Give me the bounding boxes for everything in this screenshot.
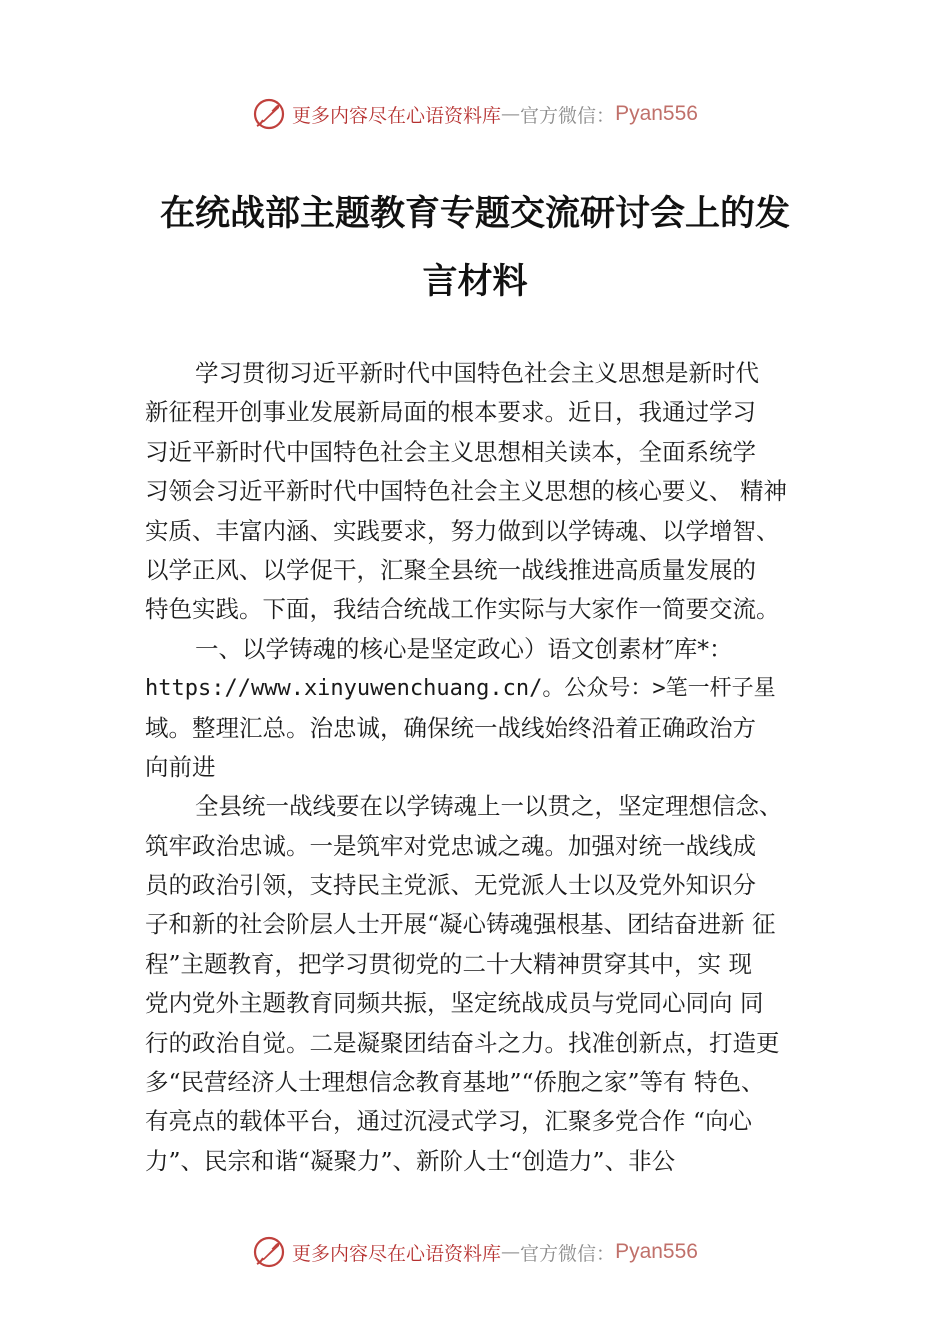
header-banner — [0, 94, 950, 134]
title-line-1: 在统战部主题教育专题交流研讨会上的发 — [159, 193, 790, 234]
body-line: 有亮点的载体平台，通过沉浸式学习，汇聚多党合作 “向心 — [145, 1107, 752, 1136]
banner-wechat-label: 官方微信： — [520, 104, 616, 127]
footer-banner-text: 更多内容尽在心语资料库 — [292, 1242, 502, 1265]
footer-banner-wechat-id: Pyan556 — [615, 1240, 698, 1263]
banner-text: 更多内容尽在心语资料库 — [292, 104, 502, 127]
footer-banner-wechat-label: 官方微信： — [520, 1242, 616, 1265]
body-line: 员的政治引领，支持民主党派、无党派人士以及党外知识分 — [145, 871, 756, 900]
body-line-url: https://www.xinyuwenchuang.cn/。公众号：>笔一杆子星 — [145, 676, 776, 702]
section-heading-1: 一、以学铸魂的核心是坚定政心）语文创素材″库*： — [195, 634, 733, 663]
body-line: 习近平新时代中国特色社会主义思想相关读本，全面系统学 — [145, 437, 756, 466]
banner-wechat-id: Pyan556 — [615, 102, 698, 125]
feather-pen-icon — [252, 97, 286, 131]
body-line: 力”、民宗和谐“凝聚力”、新阶人士“创造力”、非公 — [145, 1146, 676, 1175]
title-line-2: 言材料 — [422, 261, 528, 302]
footer-banner-separator: — — [501, 1241, 521, 1263]
body-line: 子和新的社会阶层人士开展“凝心铸魂强根基、团结奋进新 征 — [145, 910, 776, 939]
body-line: 向前进 — [145, 752, 216, 781]
body-line: 筑牢政治忠诚。一是筑牢对党忠诚之魂。加强对统一战线成 — [145, 831, 756, 860]
feather-pen-icon — [252, 1235, 286, 1269]
banner-separator: — — [501, 103, 521, 125]
body-line: 实质、丰富内涵、实践要求，努力做到以学铸魂、以学增智、 — [145, 516, 780, 545]
body-line: 全县统一战线要在以学铸魂上一以贯之，坚定理想信念、 — [195, 792, 783, 821]
document-title — [120, 180, 830, 316]
body-line: 程”主题教育，把学习贯彻党的二十大精神贯穿其中，实 现 — [145, 949, 752, 978]
body-line: 学习贯彻习近平新时代中国特色社会主义思想是新时代 — [195, 359, 759, 387]
body-line: 域。整理汇总。治忠诚，确保统一战线始终沿着正确政治方 — [145, 713, 756, 742]
body-line: 行的政治自觉。二是凝聚团结奋斗之力。找准创新点，打造更 — [145, 1028, 780, 1057]
body-line: 以学正风、以学促干，汇聚全县统一战线推进高质量发展的 — [145, 555, 756, 584]
document-body — [145, 354, 835, 1181]
body-line: 习领会习近平新时代中国特色社会主义思想的核心要义、 精神 — [145, 477, 787, 506]
footer-banner — [0, 1232, 950, 1272]
body-line: 多“民营经济人士理想信念教育基地”“侨胞之家”等有 特色、 — [145, 1068, 765, 1097]
body-line: 党内党外主题教育同频共振，坚定统战成员与党同心同向 同 — [145, 989, 764, 1018]
body-line: 新征程开创事业发展新局面的根本要求。近日，我通过学习 — [145, 398, 756, 427]
body-line: 特色实践。下面，我结合统战工作实际与大家作一简要交流。 — [145, 595, 780, 624]
